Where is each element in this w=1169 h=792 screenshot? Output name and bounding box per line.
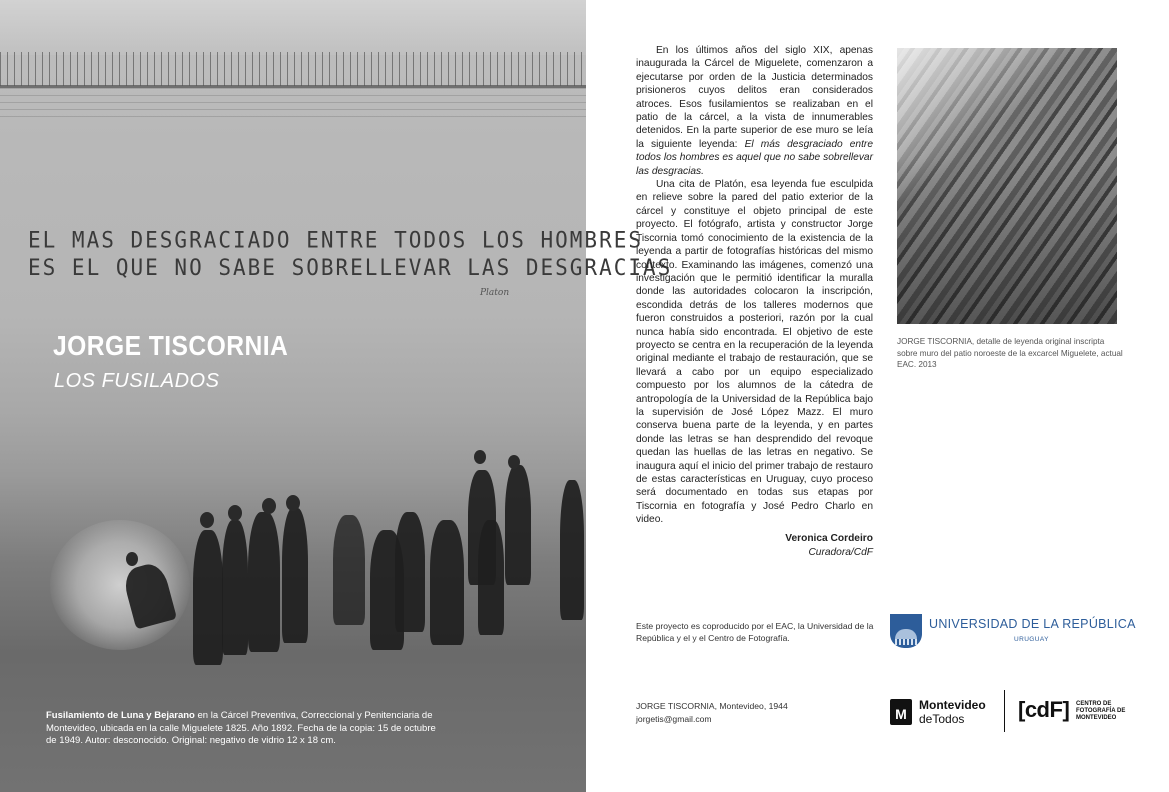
cdf-description: CENTRO DE FOTOGRAFÍA DE MONTEVIDEO [1076,701,1126,721]
page-subtitle: LOS FUSILADOS [54,370,220,392]
photo-figure-head [286,495,300,511]
contact-artist: JORGE TISCORNIA, Montevideo, 1944 [636,701,788,711]
photo-figure [430,520,464,645]
photo-sky [0,0,586,55]
photo-figure-head [200,512,214,528]
signature-name: Veronica Cordeiro [785,533,873,544]
photo-figure [248,512,280,652]
inscription-line-2: ES EL QUE NO SABE SOBRELLEVAR LAS DESGRACIAS [28,255,673,281]
udelar-dome [895,629,917,639]
udelar-logo [890,614,1136,648]
photo-figure-head [126,552,138,566]
udelar-shield-icon [890,614,922,648]
photo-figure-head [262,498,276,514]
montevideo-line-1: Montevideo [919,698,986,712]
side-photo-shade [897,48,1117,324]
photo-wall-texture [0,88,586,118]
photo-caption-title: Fusilamiento de Luna y Bejarano [46,710,195,721]
paragraph-1-text: En los últimos años del siglo XIX, apenas inaugurada la Cárcel de Miguelete, comenzaron a ejecutarse por orden de la Justicia determinados prisioneros cuyos delitos eran considerados atroces. Esos fusilamientos se realizaban en el patio de la cárcel, a la vista de innumerables detenidos. En la parte superior de ese muro se leía la siguiente leyenda: [636,45,873,150]
contact-email[interactable]: jorgetis@gmail.com [636,714,712,724]
side-photo-caption: JORGE TISCORNIA, detalle de leyenda original inscripta sobre muro del patio noroeste de la excarcel Miguelete, actual EAC. 2013 [897,337,1123,370]
photo-smoke [50,520,190,650]
udelar-name: UNIVERSIDAD DE LA REPÚBLICA [929,617,1136,631]
montevideo-line-2: deTodos [919,712,965,726]
udelar-country: URUGUAY [1014,636,1049,643]
signature-role: Curadora/CdF [808,547,873,558]
photo-caption-text: en la Cárcel Preventiva, Correccional y Penitenciaria de Montevideo, ubicada en la calle Miguelete 1825. Año 1892. Fecha de la copia: 15 de octubre de 1949. Autor: desconocido. Original: negativo de vidrio 12 x 18 cm. [46,710,436,746]
photo-figure [395,512,425,632]
logo-divider [1004,690,1005,732]
photo-figure [478,520,504,635]
photo-figure-head [474,450,486,464]
cdf-mark: [cdF] [1018,697,1070,722]
inscription-attribution: Platon [480,288,510,298]
coproduction-note: Este proyecto es coproducido por el EAC, la Universidad de la República y el y el Centro de Fotografía. [636,621,874,643]
montevideo-logo [890,697,1000,731]
photo-figure-head [508,455,520,469]
montevideo-m-icon [890,699,912,725]
paragraph-1 [636,44,873,178]
photo-figure-head [228,505,242,521]
photo-caption [46,710,446,748]
wall-inscription [28,227,673,282]
photo-figure [282,508,308,643]
contact-info [636,700,876,726]
paragraph-1-quote: El más desgraciado entre todos los hombres es aquel que no sabe sobrellevar las desgracias. [636,138,873,177]
inscription-line-1: EL MAS DESGRACIADO ENTRE TODOS LOS HOMBRES [28,227,644,253]
photo-figure [505,465,531,585]
photo-figure [193,530,223,665]
photo-figure [333,515,365,625]
article-body [636,44,873,527]
page-title: JORGE TISCORNIA [53,330,289,361]
udelar-columns [895,639,917,645]
signature [636,532,873,560]
photo-fence [0,52,586,86]
photo-figure [222,520,248,655]
photo-figure [560,480,584,620]
cdf-logo [1018,697,1138,731]
side-photo [897,48,1117,324]
paragraph-2: Una cita de Platón, esa leyenda fue esculpida en relieve sobre la pared del patio exterior de la cárcel y constituye el objeto principal de este proyecto. El fotógrafo, artista y constructor Jorge Tiscornia tomó conocimiento de la existencia de la leyenda a partir de fotografías históricas del mismo contexto. Examinando las imágenes, comenzó una investigación que le permitió identificar la muralla donde las autoridades colocaron la inscripción, escondida detrás de los talleres modernos que fueron construidos a posteriori, razón por la cual nunca había sido encontrada. El objetivo de este proyecto se centra en la recuperación de la leyenda original mediante el trabajo de restauración, que se llevará a cabo por un equipo especializado compuesto por los alumnos de la cátedra de antropología de la Universidad de la República bajo la supervisión de José López Mazz. El muro conserva buena parte de la leyenda, y en partes donde las letras se han desprendido del revoque quedan las huellas de las letras en negativo. Se inaugura aquí el inicio del primer trabajo de restauro de estas características en Uruguay, cuyo proceso será documentado en todas sus etapas por Tiscornia en fotografía y José Pedro Charlo en video. [636,179,873,526]
montevideo-letter: M [895,706,907,722]
